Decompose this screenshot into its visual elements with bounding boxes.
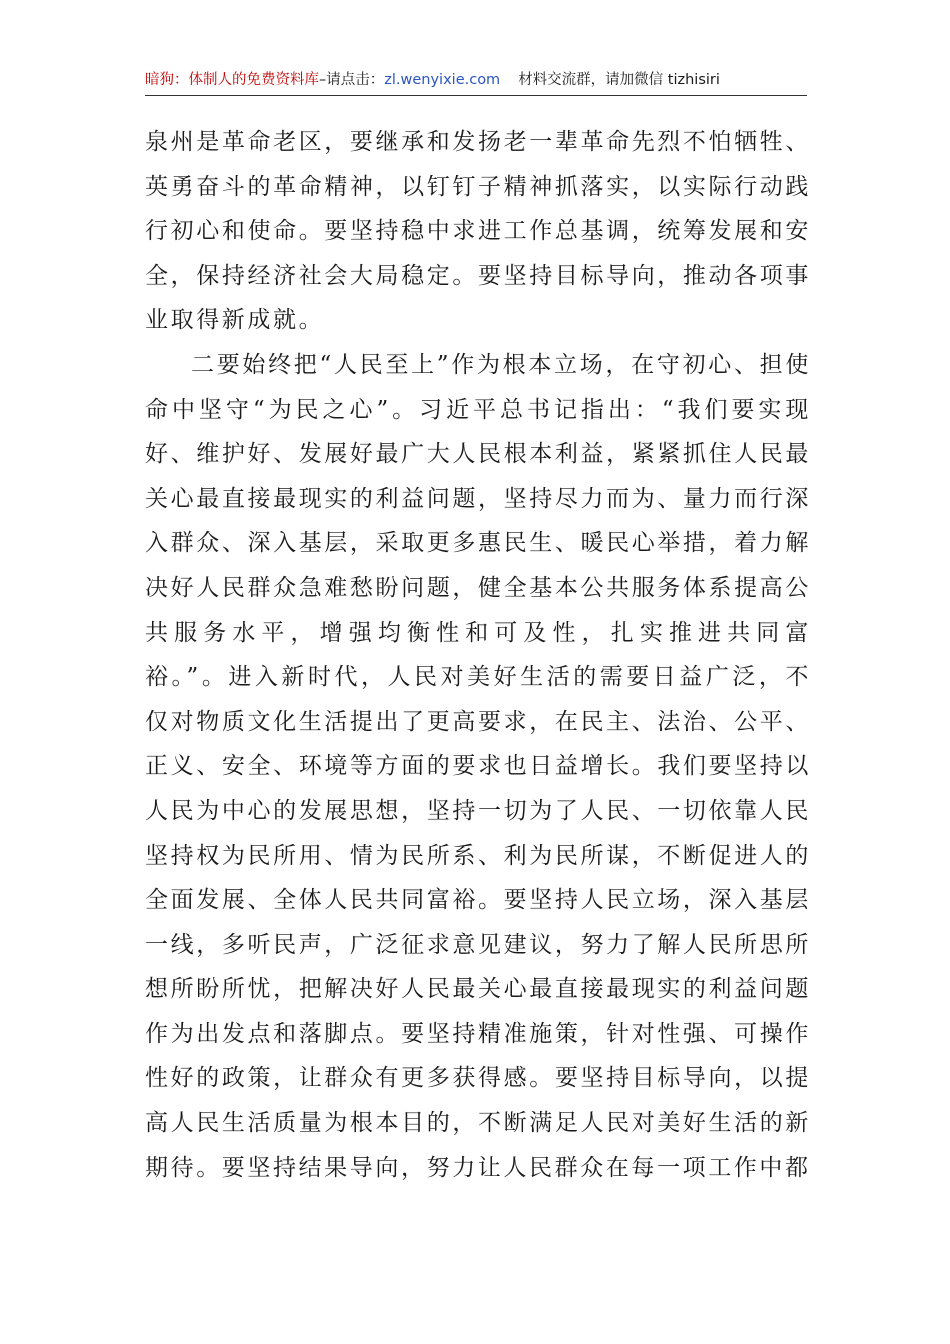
paragraph-section-two: 二要始终把“人民至上”作为根本立场，在守初心、担使命中坚守“为民之心”。习近平总书记指出：“我们要实现好、维护好、发展好最广大人民根本利益，紧紧抓住人民最关心最直接最现实的利益问题，坚持尽力而为、量力而行深入群众、深入基层，采取更多惠民生、暖民心举措，着力解决好人民群众急难愁盼问题，健全基本公共服务体系提高公共服务水平，增强均衡性和可及性，扎实推进共同富裕。”。进入新时代，人民对美好生活的需要日益广泛，不仅对物质文化生活提出了更高要求，在民主、法治、公平、正义、安全、环境等方面的要求也日益增长。我们要坚持以人民为中心的发展思想，坚持一切为了人民、一切依靠人民坚持权为民所用、情为民所系、利为民所谋，不断促进人的全面发展、全体人民共同富裕。要坚持人民立场，深入基层一线，多听民声，广泛征求意见建议，努力了解人民所思所想所盼所忧，把解决好人民最关心最直接最现实的利益问题作为出发点和落脚点。要坚持精准施策，针对性强、可操作性好的政策，让群众有更多获得感。要坚持目标导向，以提高人民生活质量为根本目的，不断满足人民对美好生活的新期待。要坚持结果导向，努力让人民群众在每一项工作中都 [145,351,811,1181]
page-header [145,66,807,94]
header-divider [145,95,807,96]
header-contact: 材料交流群，请加微信 tizhisiri [518,72,720,88]
header-brand: 暗狗：体制人的免费资料库 [145,72,319,88]
paragraph-continued: 泉州是革命老区，要继承和发扬老一辈革命先烈不怕牺牲、英勇奋斗的革命精神，以钉钉子精神抓落实，以实际行动践行初心和使命。要坚持稳中求进工作总基调，统筹发展和安全，保持经济社会大局稳定。要坚持目标导向，推动各项事业取得新成就。 [145,129,811,334]
document-body [145,120,811,1190]
header-prompt: –请点击： [319,72,385,88]
header-url-link[interactable]: zl.wenyixie.com [384,72,501,88]
